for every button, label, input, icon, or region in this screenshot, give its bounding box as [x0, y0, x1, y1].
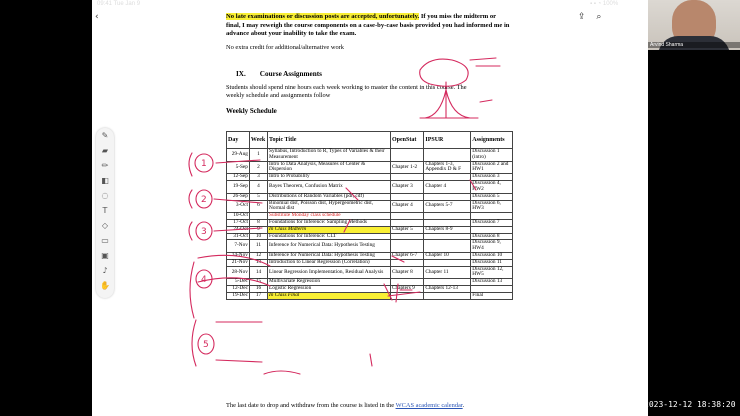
- cell-topic: In Class Midterm: [268, 226, 391, 233]
- webcam-video: [648, 0, 740, 50]
- ink-digit-1: 1: [201, 159, 207, 169]
- header-week: Week: [249, 132, 267, 149]
- ink-digit-5: 5: [203, 340, 209, 350]
- header-ipsur: IPSUR: [424, 132, 471, 149]
- schedule-table: [226, 131, 513, 300]
- cell-topic: Linear Regression Implementation, Residual Analysis: [268, 266, 391, 279]
- cell-assignments: Discussion 2 and HW1: [471, 161, 513, 174]
- footer-text: The last date to drop and withdraw from the course is listed in the: [226, 402, 396, 409]
- cell-openstat: Chapter 4: [391, 200, 424, 213]
- cell-assignments: Discussion 13: [471, 279, 513, 286]
- cell-ipsur: Chapter 10: [424, 253, 471, 260]
- header-day: Day: [227, 132, 250, 149]
- cell-day: 5-Sep: [227, 161, 250, 174]
- cell-topic: Inference for Numerical Data: Hypothesis Testing: [268, 240, 391, 253]
- cell-ipsur: [424, 149, 471, 162]
- section-heading: [236, 70, 322, 78]
- cell-day: 10-Oct: [227, 213, 250, 220]
- footer-end: .: [462, 402, 465, 409]
- cell-ipsur: Chapter 4: [424, 181, 471, 194]
- ink-digit-3: 3: [201, 227, 207, 237]
- cell-ipsur: [424, 193, 471, 200]
- cell-week: 9: [249, 226, 267, 233]
- header-topic: Topic Title: [268, 132, 391, 149]
- cell-week: 2: [249, 161, 267, 174]
- recording-timestamp: 2023-12-12 18:38:20: [644, 400, 736, 409]
- mic-icon[interactable]: ♪: [102, 266, 108, 275]
- top-right-icons: [570, 12, 601, 22]
- cell-assignments: Final: [471, 292, 513, 299]
- pencil-icon[interactable]: ✏: [101, 161, 109, 170]
- cell-day: 17-Oct: [227, 219, 250, 226]
- table-row: [227, 266, 513, 279]
- search-icon[interactable]: ⌕: [596, 12, 602, 22]
- cell-week: 11: [249, 240, 267, 253]
- pen-icon[interactable]: ✎: [101, 131, 109, 140]
- cell-ipsur: Chapters 12-13: [424, 286, 471, 293]
- top-left-icons: [95, 12, 107, 22]
- cell-day: 12-Sep: [227, 174, 250, 181]
- cell-day: 21-Nov: [227, 259, 250, 266]
- cell-week: 4: [249, 181, 267, 194]
- annotation-toolbar: [96, 128, 114, 298]
- cell-ipsur: [424, 259, 471, 266]
- cell-ipsur: [424, 233, 471, 240]
- table-row: [227, 292, 513, 299]
- policy-paragraph: [226, 13, 511, 39]
- letterbox-left: [0, 0, 92, 416]
- cell-topic: Multivariate Regression: [268, 279, 391, 286]
- cell-ipsur: Chapters 5-7: [424, 200, 471, 213]
- cell-assignments: Discussion 7: [471, 219, 513, 226]
- table-row: [227, 240, 513, 253]
- cell-assignments: Discussion 6, HW3: [471, 200, 513, 213]
- hand-icon[interactable]: ✋: [100, 281, 110, 290]
- cell-topic: Foundations for Inference: Sampling Methods: [268, 219, 391, 226]
- table-row: [227, 161, 513, 174]
- cell-ipsur: Chapters 1-3, Appendix D & F: [424, 161, 471, 174]
- cell-week: 16: [249, 286, 267, 293]
- highlighter-icon[interactable]: ▰: [101, 146, 109, 155]
- cell-topic: Substitute Monday class schedule: [268, 213, 391, 220]
- cell-day: 19-Sep: [227, 181, 250, 194]
- cell-openstat: [391, 149, 424, 162]
- cell-week: 6: [249, 200, 267, 213]
- table-row: [227, 193, 513, 200]
- cell-week: 13: [249, 259, 267, 266]
- cell-topic: Logistic Regression: [268, 286, 391, 293]
- cell-ipsur: [424, 240, 471, 253]
- lasso-icon[interactable]: ◌: [101, 191, 109, 200]
- cell-week: 8: [249, 219, 267, 226]
- status-bar: [0, 0, 740, 10]
- cell-openstat: [391, 292, 424, 299]
- weekly-schedule-title: Weekly Schedule: [226, 107, 277, 115]
- cell-assignments: Discussion 4, HW2: [471, 181, 513, 194]
- cell-week: 5: [249, 193, 267, 200]
- cell-openstat: [391, 240, 424, 253]
- cell-ipsur: [424, 174, 471, 181]
- ink-digit-2: 2: [201, 195, 207, 205]
- text-icon[interactable]: T: [102, 206, 108, 215]
- cell-day: 14-Nov: [227, 253, 250, 260]
- cell-openstat: [391, 213, 424, 220]
- cell-day: 3-Oct: [227, 200, 250, 213]
- cell-topic: Foundations for Inference: CLT: [268, 233, 391, 240]
- cell-ipsur: Chapter 11: [424, 266, 471, 279]
- table-row: [227, 233, 513, 240]
- cell-openstat: [391, 259, 424, 266]
- late-policy-highlight: No late examinations or discussion posts are accepted, unfortunately.: [226, 13, 420, 20]
- cell-assignments: Discussion 10: [471, 253, 513, 260]
- cell-day: 5-Dec: [227, 279, 250, 286]
- ink-digit-4: 4: [201, 275, 207, 285]
- cell-week: 14: [249, 266, 267, 279]
- late-policy-rest: If you miss the midterm or final, I may reweigh the course components on a case-by-case basis provided you had informed me in advance about your inability to take the exam.: [226, 13, 510, 38]
- cell-day: 24-Oct: [227, 226, 250, 233]
- cell-day: 28-Nov: [227, 266, 250, 279]
- section-number: IX.: [236, 70, 246, 78]
- cell-ipsur: Chapters 8-9: [424, 226, 471, 233]
- cell-week: 3: [249, 174, 267, 181]
- cell-week: 10: [249, 233, 267, 240]
- cell-day: 29-Aug: [227, 149, 250, 162]
- table-row: [227, 259, 513, 266]
- cell-topic: Bayes Theorem, Confusion Matrix: [268, 181, 391, 194]
- cell-week: 15: [249, 279, 267, 286]
- cell-week: 1: [249, 149, 267, 162]
- header-openstat: OpenStat: [391, 132, 424, 149]
- presenter-name: Arvind Sharma: [648, 42, 740, 48]
- section-title: Course Assignments: [259, 70, 322, 78]
- table-row: [227, 181, 513, 194]
- cell-assignments: Discussion 1 (intro): [471, 149, 513, 162]
- eraser-icon[interactable]: ◧: [101, 176, 109, 185]
- cell-topic: Inference for Numerical Data: Hypothesis Testing: [268, 253, 391, 260]
- table-header-row: [227, 132, 513, 149]
- cell-day: 19-Dec: [227, 292, 250, 299]
- cell-topic: Intro to Probability: [268, 174, 391, 181]
- cell-assignments: Discussion 3: [471, 174, 513, 181]
- status-indicators: ▪ ▪ ◔ 100%: [590, 1, 619, 7]
- academic-calendar-link[interactable]: WCAS academic calendar: [395, 402, 463, 409]
- cell-topic: In Class Final: [268, 292, 391, 299]
- footer-note: [226, 402, 464, 409]
- cell-week: 12: [249, 253, 267, 260]
- ruler-icon[interactable]: ▭: [101, 236, 109, 245]
- cell-assignments: Discussion 9, HW4: [471, 240, 513, 253]
- cell-week: 17: [249, 292, 267, 299]
- cell-openstat: Chapter 6-7: [391, 253, 424, 260]
- cell-assignments: Discussion 5: [471, 193, 513, 200]
- back-icon[interactable]: ‹: [95, 12, 99, 22]
- cell-assignments: Discussion 8: [471, 233, 513, 240]
- cell-day: 7-Nov: [227, 240, 250, 253]
- table-row: [227, 149, 513, 162]
- section-intro: Students should spend nine hours each week working to master the content in this course. The weekly schedule and assignments follow: [226, 84, 467, 100]
- cell-topic: Introduction to Linear Regression (Correlation): [268, 259, 391, 266]
- cell-assignments: Discussion 11: [471, 259, 513, 266]
- cell-openstat: Chapter 1-2: [391, 161, 424, 174]
- cell-openstat: [391, 174, 424, 181]
- cell-openstat: Chapter 8: [391, 266, 424, 279]
- cell-assignments: Discussion 12, HW5: [471, 266, 513, 279]
- shapes-icon[interactable]: ◇: [101, 221, 109, 230]
- cell-openstat: Chapters 9: [391, 286, 424, 293]
- cell-topic: Binomial dist, Poisson dist, Hypergeometric dist, Normal dist: [268, 200, 391, 213]
- status-time: 09:41 Tue Jan 9: [97, 1, 141, 7]
- share-icon[interactable]: ⇪: [578, 12, 586, 22]
- cell-topic: Intro to Data Analysis, Measures of Center & Dispersion: [268, 161, 391, 174]
- cell-ipsur: [424, 292, 471, 299]
- cell-openstat: [391, 233, 424, 240]
- cell-topic: Distributions of Random Variables (pdf, cdf): [268, 193, 391, 200]
- image-icon[interactable]: ▣: [101, 251, 109, 260]
- cell-ipsur: [424, 213, 471, 220]
- letterbox-right: [648, 0, 740, 416]
- table-row: [227, 174, 513, 181]
- cell-openstat: [391, 193, 424, 200]
- extra-credit-note: No extra credit for additional/alternative work: [226, 44, 345, 51]
- cell-topic: Syllabus, Introduction to R, Types of Variables & their Measurement: [268, 149, 391, 162]
- cell-day: 31-Oct: [227, 233, 250, 240]
- cell-day: 12-Dec: [227, 286, 250, 293]
- table-row: [227, 200, 513, 213]
- cell-openstat: Chapter 3: [391, 181, 424, 194]
- cell-day: 26-Sep: [227, 193, 250, 200]
- cell-openstat: Chapter 5: [391, 226, 424, 233]
- header-assignments: Assignments: [471, 132, 513, 149]
